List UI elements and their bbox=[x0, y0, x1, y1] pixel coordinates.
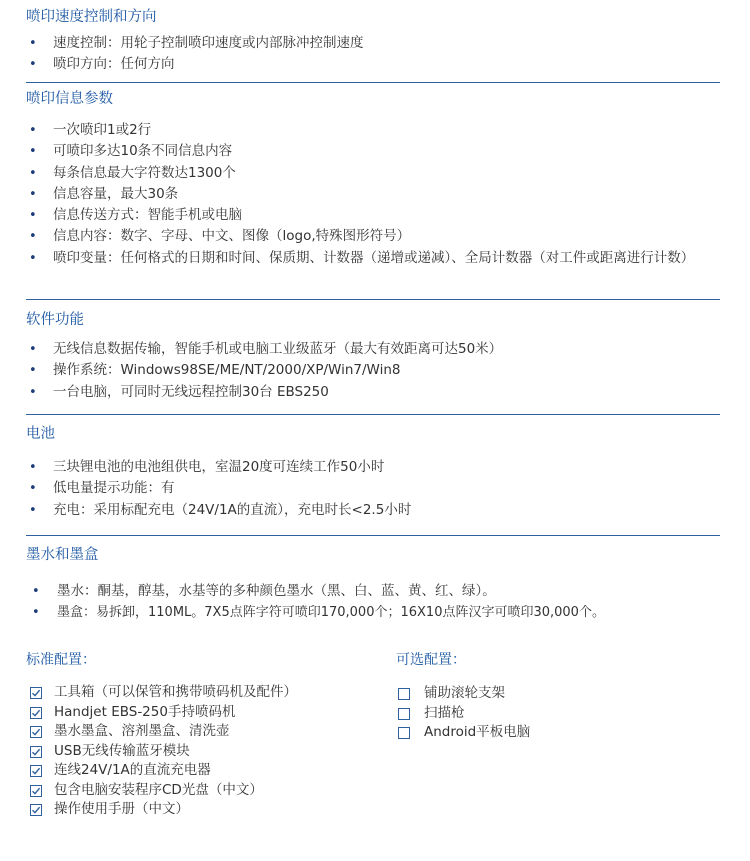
list-item: • 三块锂电池的电池组供电，室温20度可连续工作50小时 bbox=[26, 457, 726, 478]
list-item: • 信息内容：数字、字母、中文、图像（logo,特殊图形符号） bbox=[26, 226, 726, 247]
checked-checkbox-icon bbox=[30, 726, 42, 738]
checklist-item: USB无线传输蓝牙模块 bbox=[30, 742, 297, 762]
empty-checkbox-icon bbox=[398, 688, 410, 700]
checked-checkbox-icon bbox=[30, 804, 42, 816]
list-item: • 喷印变量：任何格式的日期和时间、保质期、计数器（递增或递减）、全局计数器（对工件或距离进行计数） bbox=[26, 248, 691, 269]
info-list bbox=[26, 120, 726, 269]
bullet-icon: • bbox=[29, 481, 37, 497]
section-divider bbox=[26, 414, 720, 415]
checklist-item: 扫描枪 bbox=[398, 704, 530, 724]
list-item: • 信息传送方式：智能手机或电脑 bbox=[26, 205, 726, 226]
checklist-item: 连线24V/1A的直流充电器 bbox=[30, 761, 297, 781]
section-divider bbox=[26, 299, 720, 300]
section-title-ink: 墨水和墨盒 bbox=[26, 547, 99, 563]
empty-checkbox-icon bbox=[398, 727, 410, 739]
software-list bbox=[26, 339, 726, 403]
bullet-icon: • bbox=[29, 250, 37, 266]
checklist-item: 墨水墨盒、溶剂墨盒、清洗壶 bbox=[30, 722, 297, 742]
section-divider bbox=[26, 535, 720, 536]
bullet-icon: • bbox=[29, 57, 37, 73]
bullet-icon: • bbox=[29, 384, 37, 400]
list-item: • 无线信息数据传输，智能手机或电脑工业级蓝牙（最大有效距离可达50米） bbox=[26, 339, 726, 360]
bullet-icon: • bbox=[29, 460, 37, 475]
section-title-speed: 喷印速度控制和方向 bbox=[26, 9, 157, 25]
standard-config-title: 标准配置： bbox=[26, 652, 96, 668]
list-item: • 一次喷印1或2行 bbox=[26, 120, 726, 141]
battery-list bbox=[26, 457, 726, 521]
list-item: • 速度控制：用轮子控制喷印速度或内部脉冲控制速度 bbox=[26, 33, 726, 54]
checklist-item: Android平板电脑 bbox=[398, 723, 530, 743]
checked-checkbox-icon bbox=[30, 687, 42, 699]
section-title-battery: 电池 bbox=[26, 426, 55, 442]
checklist-item: 操作使用手册（中文） bbox=[30, 800, 297, 820]
checklist-item: Handjet EBS-250手持喷码机 bbox=[30, 703, 297, 723]
bullet-icon: • bbox=[29, 123, 37, 138]
speed-list bbox=[26, 33, 726, 76]
list-item: • 一台电脑，可同时无线远程控制30台 EBS250 bbox=[26, 382, 726, 403]
bullet-icon: • bbox=[29, 342, 37, 357]
bullet-icon: • bbox=[29, 502, 37, 518]
checked-checkbox-icon bbox=[30, 707, 42, 719]
section-title-software: 软件功能 bbox=[26, 312, 84, 328]
checklist-item: 工具箱（可以保管和携带喷码机及配件） bbox=[30, 683, 297, 703]
bullet-icon: • bbox=[29, 165, 37, 181]
list-item: • 墨水：酮基，醇基，水基等的多种颜色墨水（黑、白、蓝、黄、红、绿）。 bbox=[26, 581, 726, 602]
checklist-item: 包含电脑安装程序CD光盘（中文） bbox=[30, 781, 297, 801]
section-divider bbox=[26, 82, 720, 83]
checked-checkbox-icon bbox=[30, 785, 42, 797]
bullet-icon: • bbox=[29, 229, 37, 245]
bullet-icon: • bbox=[29, 144, 37, 160]
section-title-info: 喷印信息参数 bbox=[26, 91, 113, 107]
checked-checkbox-icon bbox=[30, 765, 42, 777]
optional-config-title: 可选配置： bbox=[396, 652, 466, 668]
checked-checkbox-icon bbox=[30, 746, 42, 758]
list-item: • 充电：采用标配充电（24V/1A的直流），充电时长<2.5小时 bbox=[26, 500, 726, 521]
bullet-icon: • bbox=[32, 605, 40, 621]
list-item: • 每条信息最大字符数达1300个 bbox=[26, 163, 726, 184]
standard-config-list bbox=[30, 683, 297, 820]
list-item: • 可喷印多达10条不同信息内容 bbox=[26, 141, 726, 162]
empty-checkbox-icon bbox=[398, 708, 410, 720]
list-item: • 低电量提示功能：有 bbox=[26, 478, 726, 499]
list-item: • 喷印方向：任何方向 bbox=[26, 54, 726, 75]
list-item: • 信息容量，最大30条 bbox=[26, 184, 726, 205]
checklist-item: 铺助滚轮支架 bbox=[398, 684, 530, 704]
bullet-icon: • bbox=[29, 186, 37, 202]
optional-config-list bbox=[398, 684, 530, 743]
list-item: • 操作系统：Windows98SE/ME/NT/2000/XP/Win7/Win8 bbox=[26, 360, 726, 381]
bullet-icon: • bbox=[29, 36, 37, 51]
ink-list bbox=[26, 581, 726, 624]
bullet-icon: • bbox=[29, 363, 37, 379]
list-item: • 墨盒：易拆卸，110ML。7X5点阵字符可喷印170,000个；16X10点阵汉字可喷印30,000个。 bbox=[26, 602, 726, 623]
bullet-icon: • bbox=[32, 584, 40, 599]
bullet-icon: • bbox=[29, 208, 37, 224]
